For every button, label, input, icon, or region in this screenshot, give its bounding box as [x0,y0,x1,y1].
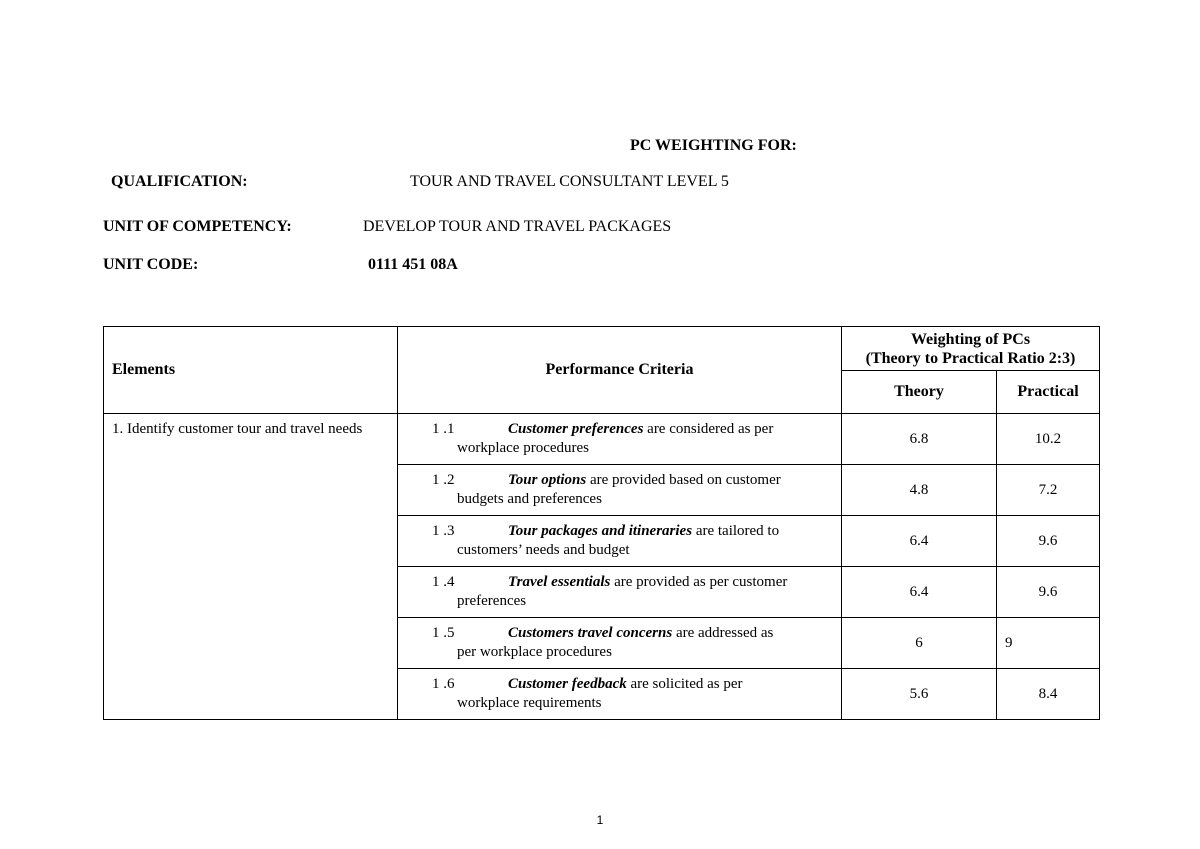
practical-value: 9.6 [997,567,1100,618]
criteria-cell [398,567,842,618]
unit-code-label: UNIT CODE: [103,256,199,273]
criteria-text-line2: workplace requirements [457,695,602,711]
header-weighting [842,327,1100,371]
criteria-number: 1 .1 [432,421,455,437]
practical-value: 10.2 [997,414,1100,465]
criteria-key-term: Tour packages and itineraries [508,523,693,539]
theory-value: 6.4 [842,516,997,567]
header-performance-criteria: Performance Criteria [398,327,842,414]
header-elements: Elements [104,327,398,414]
unit-code-value: 0111 451 08A [368,256,458,273]
criteria-text: are provided based on customer [586,472,781,488]
criteria-key-term: Travel essentials [508,574,611,590]
header-weighting-line1: Weighting of PCs [910,330,1031,348]
criteria-text: are addressed as [672,625,774,641]
header-theory: Theory [842,371,997,414]
practical-value: 8.4 [997,669,1100,720]
criteria-number: 1 .5 [432,625,455,641]
criteria-text: are tailored to [692,523,780,539]
theory-value: 4.8 [842,465,997,516]
criteria-cell [398,516,842,567]
theory-value: 6 [842,618,997,669]
criteria-text-line2: per workplace procedures [457,644,612,660]
criteria-cell [398,618,842,669]
criteria-cell [398,414,842,465]
criteria-key-term: Customer feedback [508,676,627,692]
practical-value: 9.6 [997,516,1100,567]
criteria-key-term: Customers travel concerns [508,625,673,641]
unit-label: UNIT OF COMPETENCY: [103,218,292,235]
criteria-text-line2: budgets and preferences [457,491,602,507]
criteria-cell [398,669,842,720]
criteria-text-line2: customers’ needs and budget [457,542,630,558]
criteria-text-line2: workplace procedures [457,440,590,456]
element-cell: 1. Identify customer tour and travel needs [104,414,398,720]
unit-value: DEVELOP TOUR AND TRAVEL PACKAGES [363,218,672,235]
criteria-number: 1 .4 [432,574,455,590]
criteria-text: are considered as per [643,421,774,437]
criteria-key-term: Tour options [508,472,587,488]
qualification-value: TOUR AND TRAVEL CONSULTANT LEVEL 5 [410,173,729,190]
criteria-text: are provided as per customer [610,574,788,590]
criteria-cell [398,465,842,516]
theory-value: 6.8 [842,414,997,465]
page-number: 1 [596,813,604,827]
qualification-label: QUALIFICATION: [111,173,248,190]
criteria-text: are solicited as per [626,676,743,692]
theory-value: 6.4 [842,567,997,618]
header-weighting-line2: (Theory to Practical Ratio 2:3) [865,349,1076,367]
pc-weighting-table [103,326,1100,720]
header-practical: Practical [997,371,1100,414]
criteria-number: 1 .3 [432,523,455,539]
criteria-key-term: Customer preferences [508,421,644,437]
theory-value: 5.6 [842,669,997,720]
page-title: PC WEIGHTING FOR: [630,137,797,154]
practical-value: 7.2 [997,465,1100,516]
criteria-number: 1 .6 [432,676,455,692]
table-row [104,414,1100,465]
practical-value: 9 [997,618,1100,669]
criteria-text-line2: preferences [457,593,527,609]
criteria-number: 1 .2 [432,472,455,488]
